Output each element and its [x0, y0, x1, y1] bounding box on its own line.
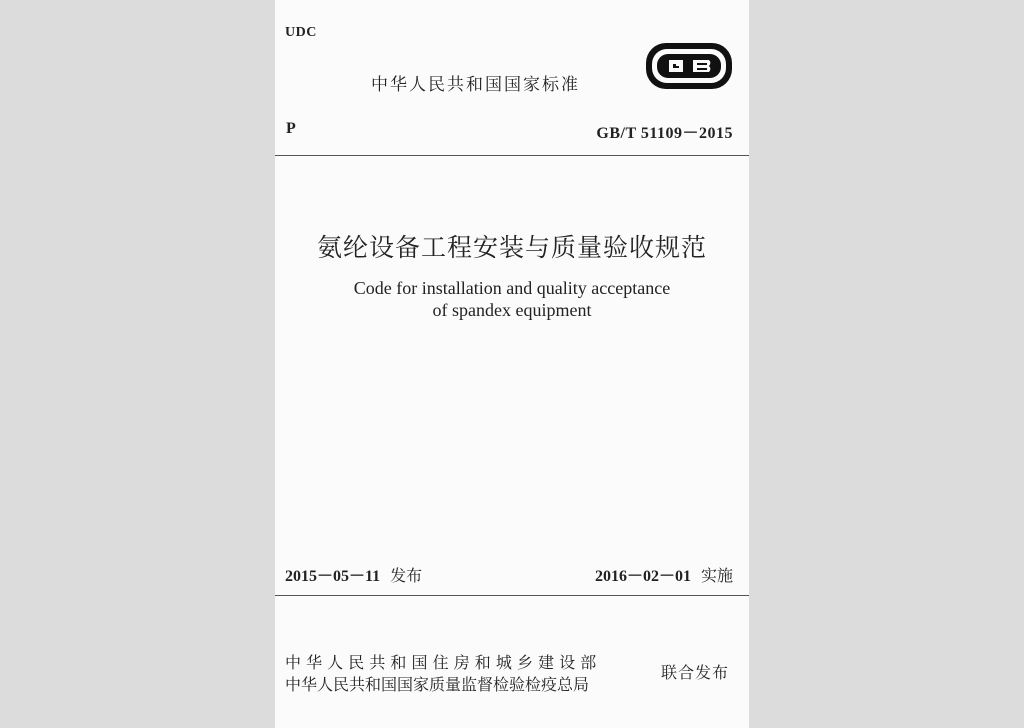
- publish-date-block: [285, 563, 422, 586]
- publish-label: 发布: [390, 566, 423, 585]
- standard-cover-page: [275, 0, 749, 728]
- joint-release-label: 联合发布: [661, 663, 730, 682]
- header-divider: [275, 155, 749, 156]
- issuer-line1: 中 华 人 民 共 和 国 住 房 和 城 乡 建 设 部: [285, 653, 597, 672]
- national-standard-heading: 中华人民共和国国家标准: [371, 75, 580, 95]
- title-english-line2: of spandex equipment: [432, 300, 592, 320]
- title-chinese: 氨纶设备工程安装与质量验收规范: [316, 233, 707, 262]
- implement-label: 实施: [700, 566, 733, 585]
- implement-date: 2016－02－01: [594, 568, 691, 585]
- footer-divider: [275, 595, 749, 596]
- gb-logo-icon: [643, 40, 735, 92]
- title-english: [275, 277, 749, 321]
- title-english-line1: Code for installation and quality acceptance: [353, 278, 671, 298]
- publish-date: 2015－05－11: [285, 568, 381, 585]
- udc-label: UDC: [285, 25, 317, 40]
- implement-date-block: [595, 563, 733, 586]
- classification-code: P: [286, 120, 296, 137]
- issuer-line2: 中华人民共和国国家质量监督检验检疫总局: [285, 675, 590, 694]
- standard-number: GB/T 51109－2015: [596, 125, 733, 142]
